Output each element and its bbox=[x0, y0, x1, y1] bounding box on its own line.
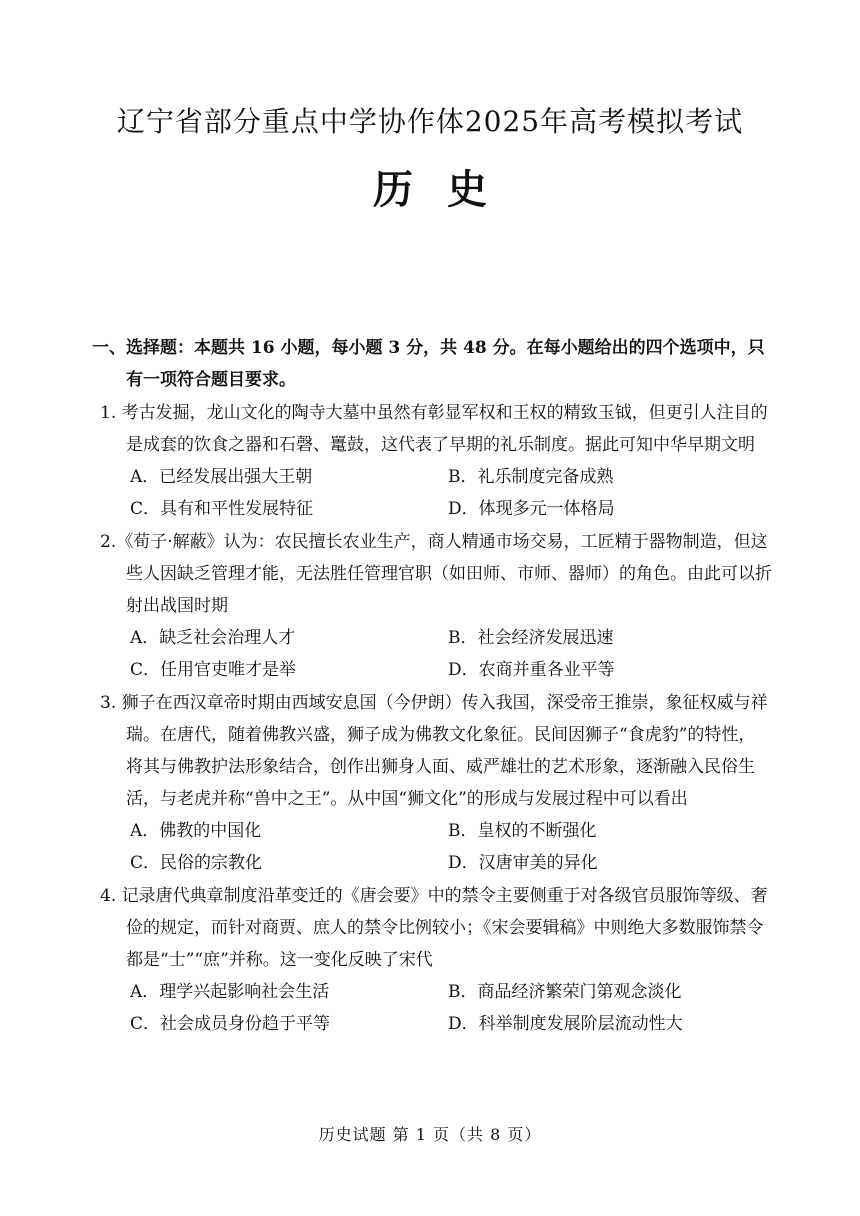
question-2 bbox=[92, 526, 772, 686]
option-a: A．已经发展出强大王朝 bbox=[130, 467, 313, 487]
question-3 bbox=[92, 687, 772, 879]
question-stem: 3. 狮子在西汉章帝时期由西域安息国（今伊朗）传入我国，深受帝王推崇，象征权威与祥瑞。在唐代，随着佛教兴盛，狮子成为佛教文化象征。民间因狮子“食虎豹”的特性，将其与佛教护法形象结合，创作出狮身人面、威严雄壮的艺术形象，逐渐融入民俗生活，与老虎并称“兽中之王”。从中国“狮文化”的形成与发展过程中可以看出 bbox=[100, 693, 768, 809]
options bbox=[130, 461, 772, 525]
question-stem: 1. 考古发掘，龙山文化的陶寺大墓中虽然有彰显军权和王权的精致玉钺，但更引人注目的是成套的饮食之器和石磬、鼍鼓，这代表了早期的礼乐制度。据此可知中华早期文明 bbox=[100, 403, 768, 455]
question-section bbox=[92, 332, 772, 1040]
option-a: A．佛教的中国化 bbox=[130, 821, 262, 841]
section-heading: 一、选择题：本题共 16 小题，每小题 3 分，共 48 分。在每小题给出的四个选项中，只有一项符合题目要求。 bbox=[92, 338, 765, 390]
page-footer: 历史试题 第 1 页（共 8 页） bbox=[318, 1125, 542, 1144]
exam-title: 辽宁省部分重点中学协作体2025年高考模拟考试 bbox=[116, 105, 744, 138]
option-c: C．具有和平性发展特征 bbox=[130, 499, 314, 519]
option-b: B．商品经济繁荣门第观念淡化 bbox=[448, 982, 682, 1002]
question-1 bbox=[92, 397, 772, 525]
options bbox=[130, 815, 772, 879]
option-b: B．社会经济发展迅速 bbox=[448, 628, 614, 648]
option-d: D．体现多元一体格局 bbox=[448, 499, 615, 519]
subject-title: 历史 bbox=[373, 166, 521, 213]
options bbox=[130, 976, 772, 1040]
option-a: A．理学兴起影响社会生活 bbox=[130, 982, 330, 1002]
option-a: A．缺乏社会治理人才 bbox=[130, 628, 296, 648]
option-d: D．汉唐审美的异化 bbox=[448, 853, 598, 873]
option-c: C．任用官吏唯才是举 bbox=[130, 660, 297, 680]
option-c: C．民俗的宗教化 bbox=[130, 853, 263, 873]
option-d: D．农商并重各业平等 bbox=[448, 660, 615, 680]
option-c: C．社会成员身份趋于平等 bbox=[130, 1014, 331, 1034]
option-d: D．科举制度发展阶层流动性大 bbox=[448, 1014, 683, 1034]
options bbox=[130, 622, 772, 686]
question-stem: 2.《荀子·解蔽》认为：农民擅长农业生产，商人精通市场交易，工匠精于器物制造，但这些人因缺乏管理才能，无法胜任管理官职（如田师、市师、器师）的角色。由此可以折射出战国时期 bbox=[100, 532, 772, 616]
option-b: B．礼乐制度完备成熟 bbox=[448, 467, 614, 487]
question-stem: 4. 记录唐代典章制度沿革变迁的《唐会要》中的禁令主要侧重于对各级官员服饰等级、奢俭的规定，而针对商贾、庶人的禁令比例较小；《宋会要辑稿》中则绝大多数服饰禁令都是“士”“庶”并称。这一变化反映了宋代 bbox=[100, 886, 768, 970]
question-4 bbox=[92, 880, 772, 1040]
option-b: B．皇权的不断强化 bbox=[448, 821, 597, 841]
